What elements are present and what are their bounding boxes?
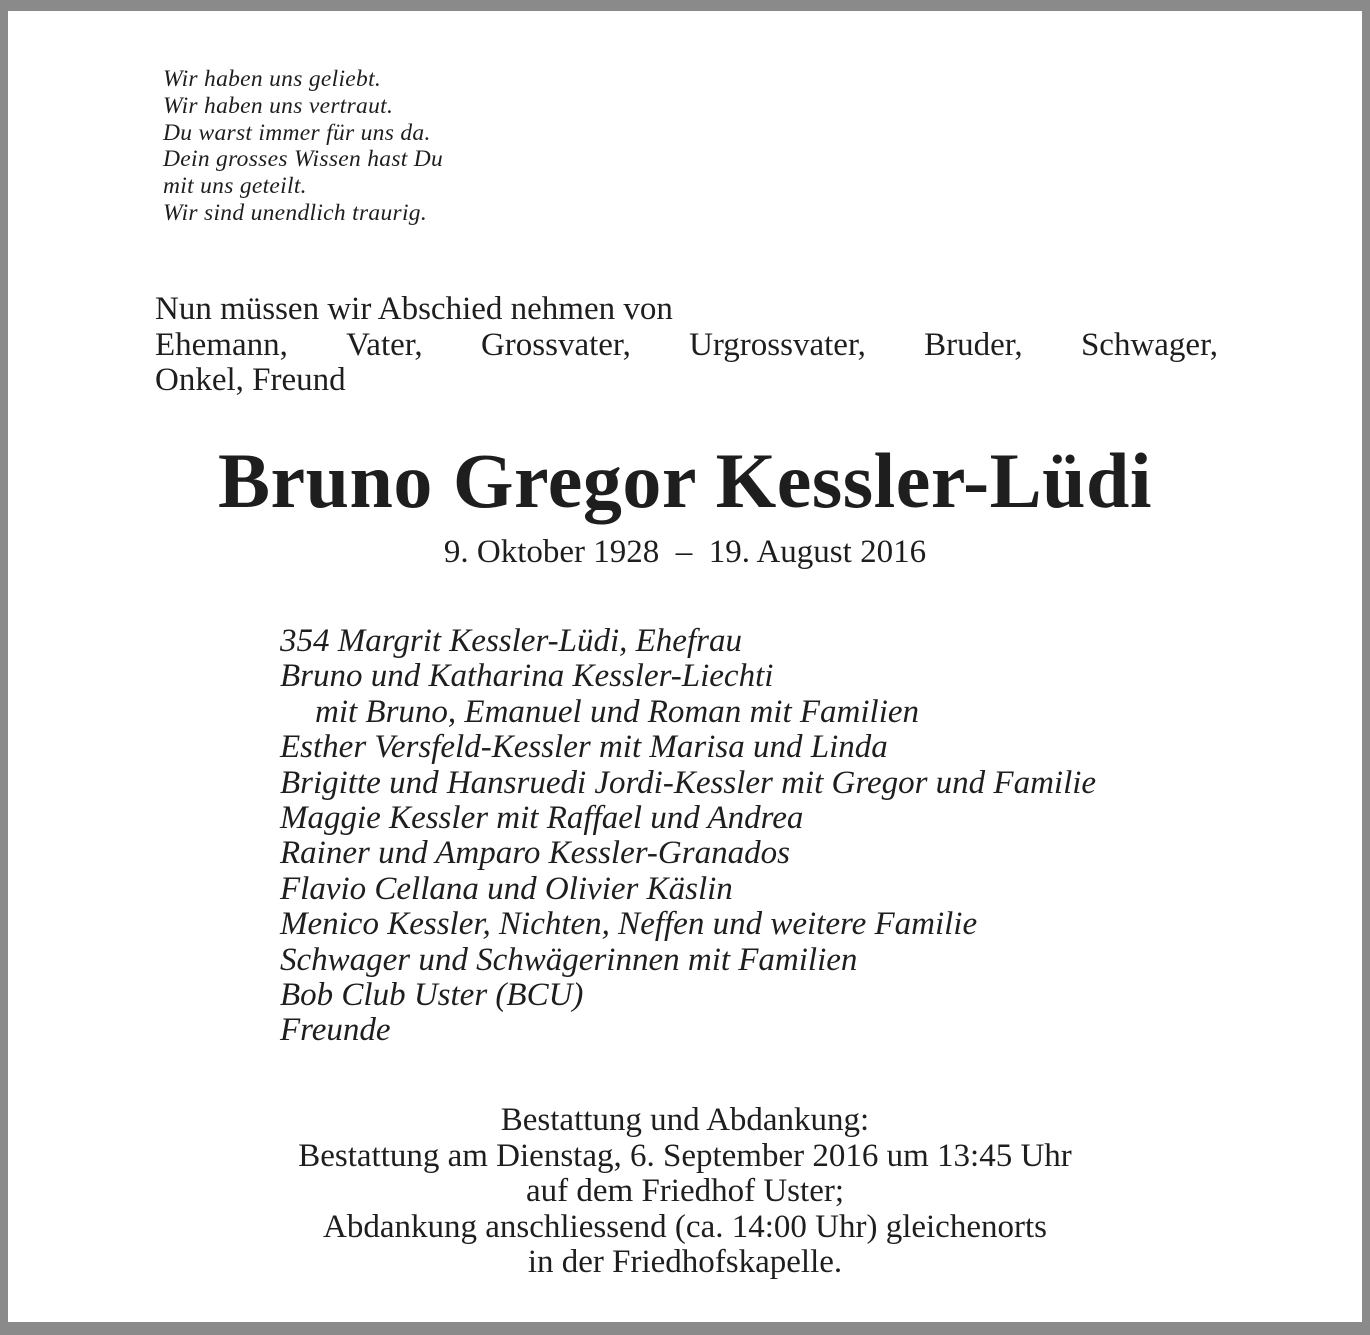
mourner-line: 354 Margrit Kessler-Lüdi, Ehefrau xyxy=(280,623,742,659)
service-line: in der Friedhofskapelle. xyxy=(527,1244,843,1280)
service-line: Abdankung anschliessend (ca. 14:00 Uhr) gleichenorts xyxy=(323,1208,1047,1245)
intro-line: Nun müssen wir Abschied nehmen von xyxy=(155,291,673,327)
role-word: Vater, xyxy=(346,326,423,363)
poem-line: Du warst immer für uns da. xyxy=(163,119,431,146)
mourner-line: Maggie Kessler mit Raffael und Andrea xyxy=(280,800,804,837)
mourner-line: Bob Club Uster (BCU) xyxy=(280,977,584,1014)
mourner-line: Menico Kessler, Nichten, Neffen und weitere Familie xyxy=(280,906,978,943)
mourners-list xyxy=(280,624,1096,1049)
mourner-line: Bruno und Katharina Kessler-Liechti xyxy=(280,658,774,695)
mourner-line: Freunde xyxy=(280,1012,391,1049)
mourner-line: Brigitte und Hansruedi Jordi-Kessler mit Gregor und Familie xyxy=(280,764,1097,801)
role-word: Urgrossvater, xyxy=(689,326,866,363)
life-dates: 9. Oktober 1928 – 19. August 2016 xyxy=(443,534,927,570)
mourner-line: mit Bruno, Emanuel und Roman mit Familien xyxy=(315,693,920,730)
service-line: auf dem Friedhof Uster; xyxy=(526,1173,844,1209)
role-word: Bruder, xyxy=(924,326,1023,363)
service-line: Bestattung und Abdankung: xyxy=(500,1102,870,1138)
mourner-line: Schwager und Schwägerinnen mit Familien xyxy=(280,941,858,978)
poem xyxy=(163,66,443,227)
poem-line: Wir haben uns vertraut. xyxy=(163,92,394,119)
intro-line: Onkel, Freund xyxy=(155,362,346,398)
service-line: Bestattung am Dienstag, 6. September 2016 um 13:45 Uhr xyxy=(298,1137,1072,1174)
intro-roles xyxy=(155,328,1218,364)
mourner-line: Esther Versfeld-Kessler mit Marisa und Linda xyxy=(280,729,888,766)
role-word: Schwager, xyxy=(1080,326,1218,363)
mourner-line: Flavio Cellana und Olivier Käslin xyxy=(280,870,733,907)
poem-line: Wir sind unendlich traurig. xyxy=(163,199,427,226)
deceased-name: Bruno Gregor Kessler-Lüdi xyxy=(217,437,1153,524)
poem-line: Dein grosses Wissen hast Du xyxy=(163,146,444,173)
farewell-intro xyxy=(155,292,1218,399)
funeral-service-info xyxy=(8,1103,1362,1281)
poem-line: mit uns geteilt. xyxy=(163,173,307,200)
role-word: Ehemann, xyxy=(155,326,288,363)
obituary-page xyxy=(8,11,1362,1322)
mourner-line: Rainer und Amparo Kessler-Granados xyxy=(280,835,790,872)
poem-line: Wir haben uns geliebt. xyxy=(163,66,382,92)
role-word: Grossvater, xyxy=(480,326,631,363)
